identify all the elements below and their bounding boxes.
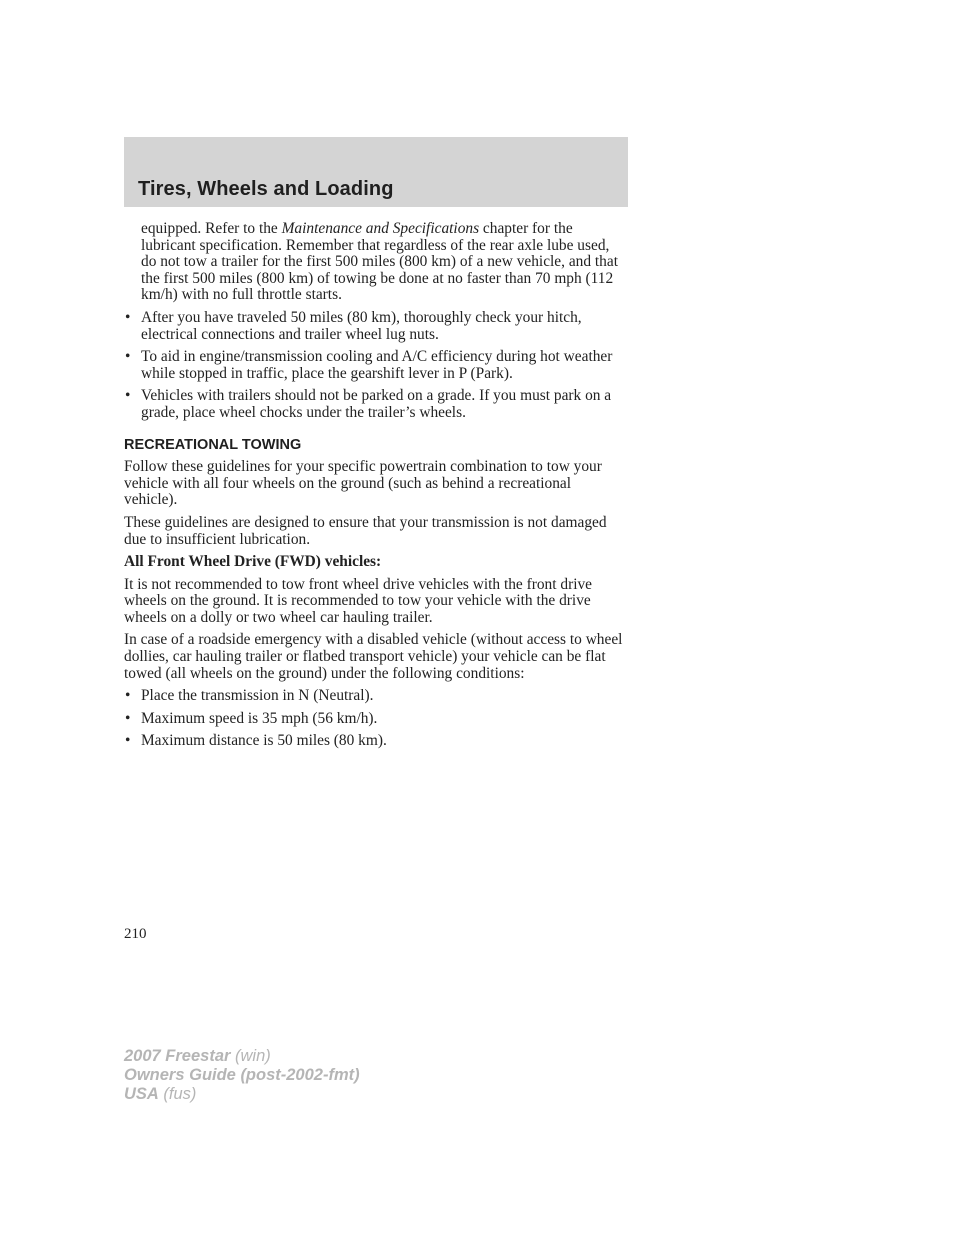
paragraph: In case of a roadside emergency with a disabled vehicle (without access to wheel dollies, car hauling trailer or flatbed transport vehicle) your vehicle can be flat towed (all wheels on the ground) under the following conditions: xyxy=(124,631,623,682)
bullet-icon: • xyxy=(125,732,131,750)
chapter-title: Tires, Wheels and Loading xyxy=(138,178,394,200)
intro-italic-reference: Maintenance and Specifications xyxy=(281,220,480,237)
page-number: 210 xyxy=(124,926,147,942)
intro-paragraph xyxy=(141,221,624,304)
list-item: • Vehicles with trailers should not be parked on a grade. If you must park on a grade, place wheel chocks under the trailer’s wheels. xyxy=(125,387,612,421)
bullet-icon: • xyxy=(125,387,131,405)
bullet-icon: • xyxy=(125,308,131,326)
paragraph: These guidelines are designed to ensure that your transmission is not damaged due to insufficient lubrication. xyxy=(124,513,607,548)
document-footer xyxy=(124,1047,360,1104)
intro-text-2: chapter for the lubricant specification. Remember that regardless of the rear axle lube used, do not tow a trailer for the first 500 miles (800 km) of a new vehicle, and that the first 500 miles (800 km) of towing be done at no faster than 70 mph (112 km/h) with no full throttle starts. xyxy=(141,220,618,304)
footer-line-1: 2007 Freestar (win) xyxy=(124,1047,271,1065)
bullet-icon: • xyxy=(125,709,131,727)
subsection-heading: All Front Wheel Drive (FWD) vehicles: xyxy=(124,553,382,571)
section-heading: RECREATIONAL TOWING xyxy=(124,436,302,453)
list-item: • Maximum distance is 50 miles (80 km). xyxy=(125,732,387,750)
chapter-header-band xyxy=(124,137,628,207)
flat-tow-conditions-list xyxy=(124,688,624,750)
list-item: • Place the transmission in N (Neutral). xyxy=(125,687,374,705)
trailer-tips-list xyxy=(124,310,624,422)
footer-line-3: USA (fus) xyxy=(124,1085,197,1103)
bullet-icon: • xyxy=(125,348,131,366)
list-item: • After you have traveled 50 miles (80 km), thoroughly check your hitch, electrical connections and trailer wheel lug nuts. xyxy=(125,308,582,343)
bullet-icon: • xyxy=(125,687,131,705)
list-item: • To aid in engine/transmission cooling and A/C efficiency during hot weather while stopped in traffic, place the gearshift lever in P (Park). xyxy=(125,348,613,382)
paragraph: It is not recommended to tow front wheel drive vehicles with the front drive wheels on the ground. It is recommended to tow your vehicle with the drive wheels on a dolly or two wheel car hauling trailer. xyxy=(124,575,593,626)
paragraph: Follow these guidelines for your specific powertrain combination to tow your vehicle with all four wheels on the ground (such as behind a recreational vehicle). xyxy=(124,458,602,509)
list-item: • Maximum speed is 35 mph (56 km/h). xyxy=(125,709,378,727)
intro-text-1: equipped. Refer to the xyxy=(141,220,282,237)
page-body xyxy=(124,221,624,756)
footer-line-2: Owners Guide (post-2002-fmt) xyxy=(124,1066,360,1084)
